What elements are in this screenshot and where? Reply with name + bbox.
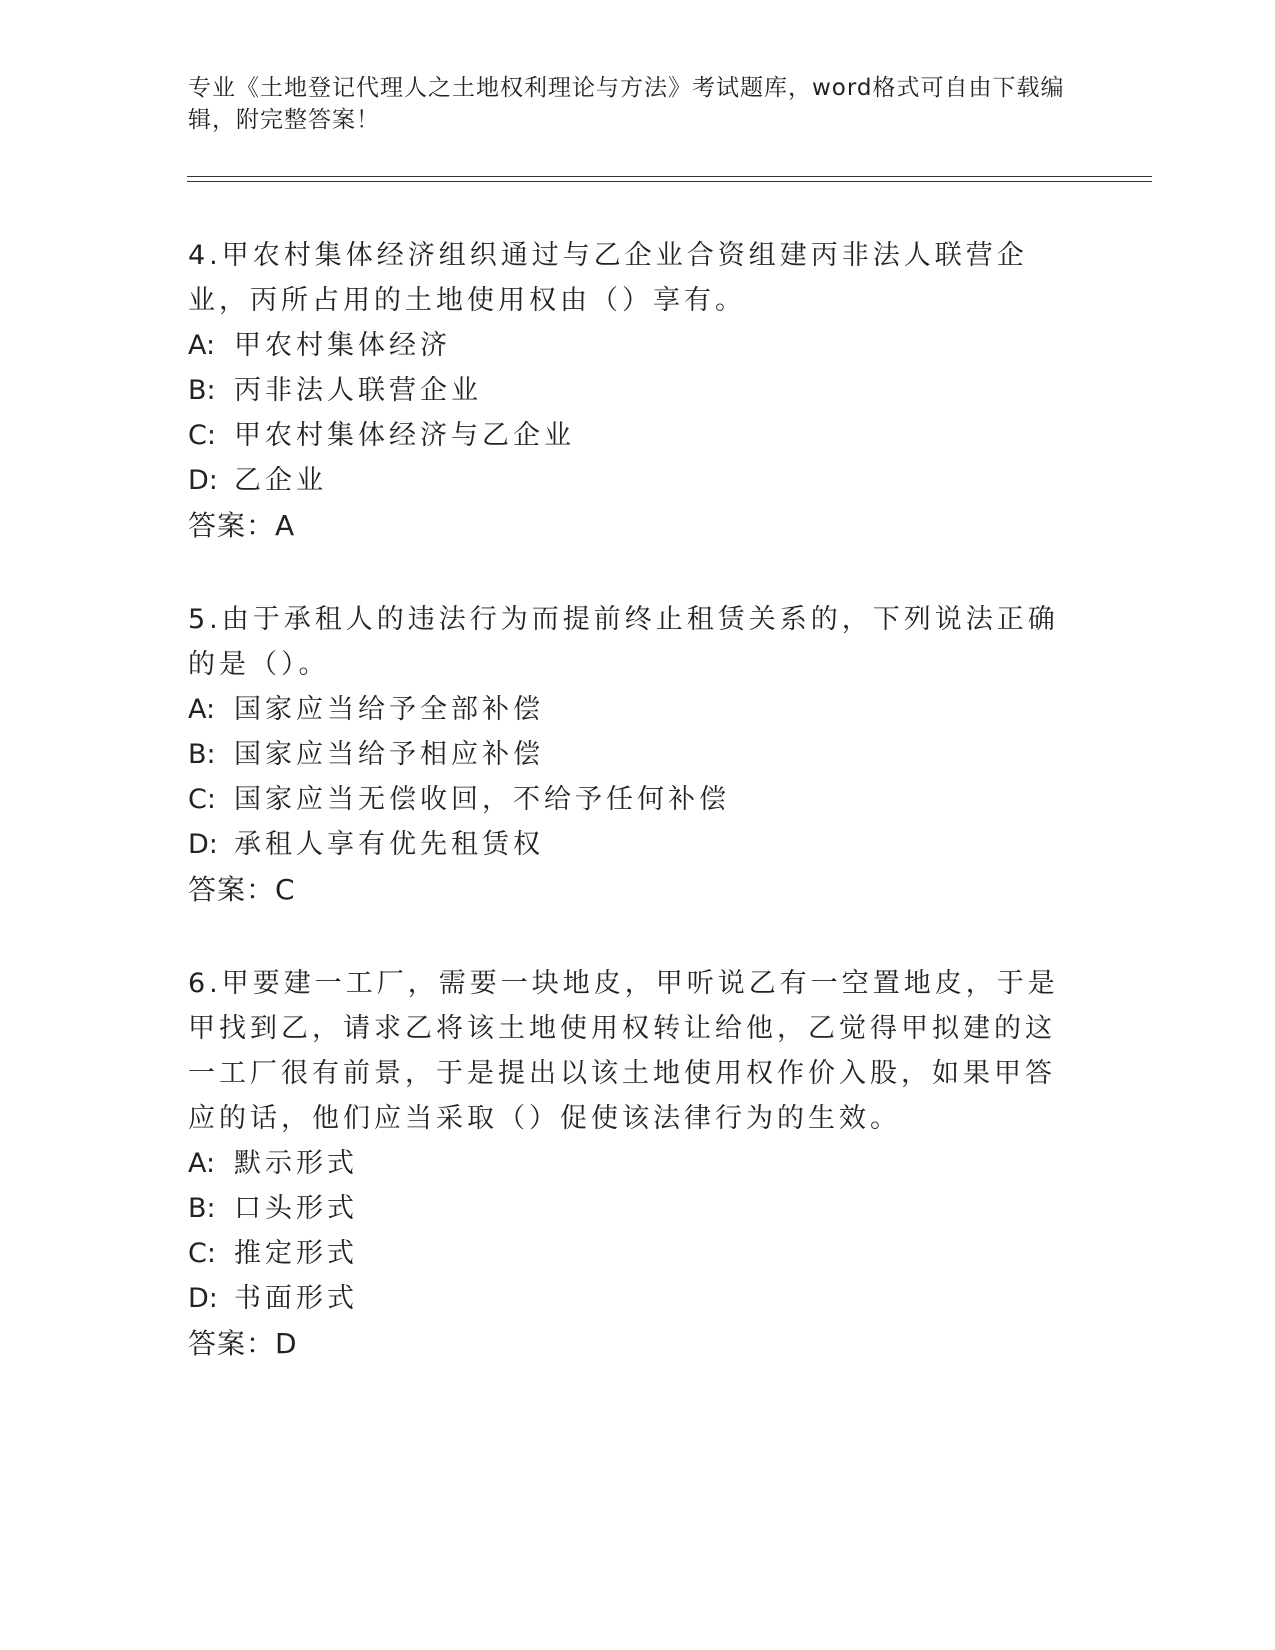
option-key: C: [188, 784, 216, 815]
header-note: 专业《土地登记代理人之土地权利理论与方法》考试题库，word格式可自由下载编辑，附完整答案！ [188, 75, 1065, 133]
question-5 [188, 597, 1068, 912]
question-4 [188, 233, 1068, 548]
option-key: D: [188, 465, 218, 496]
answer-label: 答案：D [188, 1327, 298, 1360]
option-text: 甲农村集体经济 [234, 330, 451, 361]
option-text: 国家应当给予全部补偿 [234, 694, 544, 725]
option-text: 推定形式 [234, 1238, 358, 1269]
option-d [188, 822, 1068, 867]
option-c [188, 1231, 1068, 1276]
option-d [188, 458, 1068, 503]
option-b [188, 1186, 1068, 1231]
option-key: B: [188, 1193, 216, 1224]
answer-label: 答案：C [188, 873, 296, 906]
option-b [188, 368, 1068, 413]
option-key: D: [188, 1283, 218, 1314]
option-key: A: [188, 330, 216, 361]
option-a [188, 323, 1068, 368]
option-key: A: [188, 694, 216, 725]
question-6 [188, 961, 1068, 1366]
option-text: 丙非法人联营企业 [234, 375, 482, 406]
option-c [188, 413, 1068, 458]
option-text: 书面形式 [234, 1283, 358, 1314]
question-stem: 4.甲农村集体经济组织通过与乙企业合资组建丙非法人联营企业，丙所占用的土地使用权由（）享有。 [188, 240, 1028, 316]
option-key: C: [188, 420, 216, 451]
option-text: 默示形式 [234, 1148, 358, 1179]
option-a [188, 1141, 1068, 1186]
header-divider-top [187, 176, 1152, 177]
option-text: 乙企业 [234, 465, 327, 496]
option-key: C: [188, 1238, 216, 1269]
option-key: A: [188, 1148, 216, 1179]
option-a [188, 687, 1068, 732]
question-stem: 5.由于承租人的违法行为而提前终止租赁关系的，下列说法正确的是（）。 [188, 604, 1059, 680]
answer-label: 答案：A [188, 509, 296, 542]
option-text: 甲农村集体经济与乙企业 [234, 420, 575, 451]
option-key: D: [188, 829, 218, 860]
option-c [188, 777, 1068, 822]
option-text: 国家应当给予相应补偿 [234, 739, 544, 770]
option-key: B: [188, 739, 216, 770]
option-text: 承租人享有优先租赁权 [234, 829, 544, 860]
option-d [188, 1276, 1068, 1321]
option-text: 口头形式 [234, 1193, 358, 1224]
header-divider-bottom [187, 181, 1152, 182]
question-stem: 6.甲要建一工厂，需要一块地皮，甲听说乙有一空置地皮，于是甲找到乙，请求乙将该土地使用权转让给他，乙觉得甲拟建的这一工厂很有前景，于是提出以该土地使用权作价入股，如果甲答应的话，他们应当采取（）促使该法律行为的生效。 [188, 968, 1059, 1134]
option-b [188, 732, 1068, 777]
option-text: 国家应当无偿收回，不给予任何补偿 [234, 784, 730, 815]
option-key: B: [188, 375, 216, 406]
